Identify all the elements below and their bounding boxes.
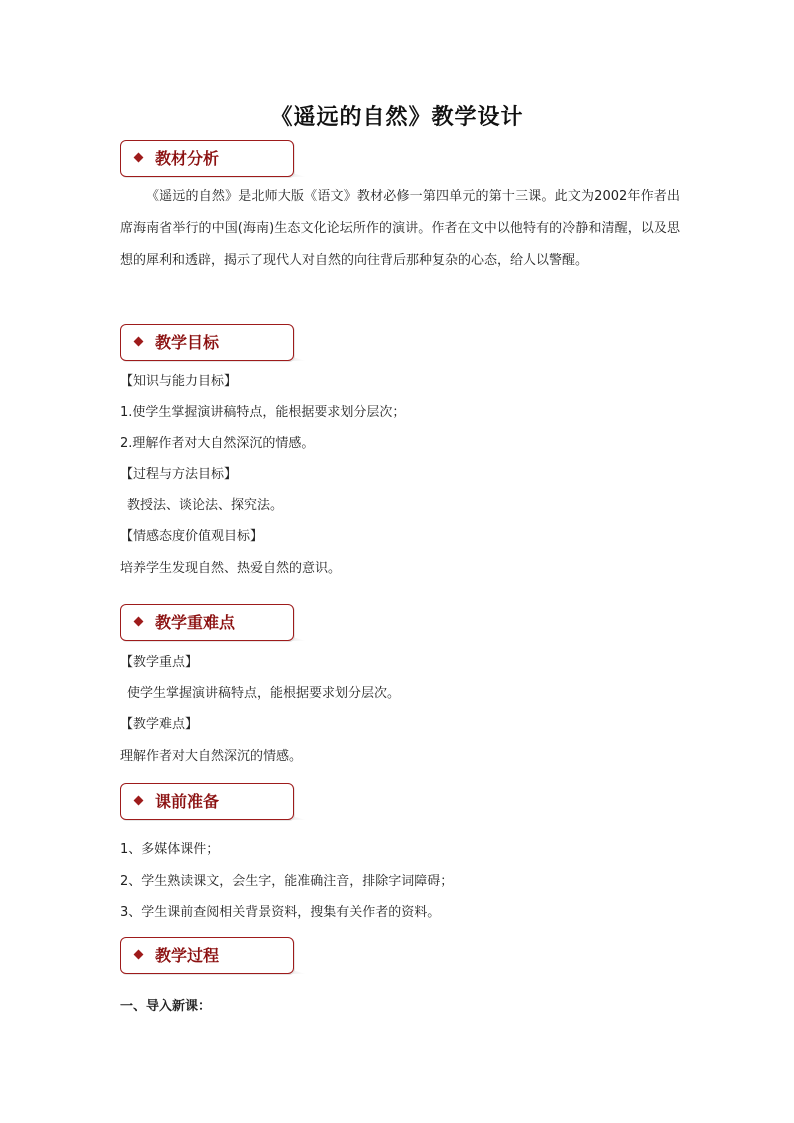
process-goal-1: 教授法、谈论法、探究法。 — [127, 498, 284, 513]
section-heading-analysis — [120, 140, 308, 182]
section-heading-prep — [120, 783, 308, 825]
page-title: 《遥远的自然》教学设计 — [270, 104, 524, 130]
process-step-1: 一、导入新课： — [120, 999, 212, 1014]
process-goals-title: 【过程与方法目标】 — [120, 467, 238, 482]
knowledge-goal-2: 2.理解作者对大自然深沉的情感。 — [120, 436, 315, 451]
emotion-goals-title: 【情感态度价值观目标】 — [120, 529, 264, 544]
section-heading-label: 课前准备 — [155, 792, 220, 811]
key-points-title: 【教学重点】 — [120, 655, 199, 670]
section-heading-goals — [120, 324, 308, 366]
knowledge-goals-title: 【知识与能力目标】 — [120, 374, 238, 389]
section-heading-keypoints — [120, 604, 308, 646]
section-heading-label: 教学目标 — [155, 333, 220, 352]
prep-item-3: 3、学生课前查阅相关背景资料，搜集有关作者的资料。 — [120, 905, 441, 920]
prep-item-1: 1、多媒体课件； — [120, 842, 220, 857]
section-heading-process — [120, 937, 308, 979]
section-heading-label: 教学过程 — [155, 946, 220, 965]
knowledge-goal-1: 1.使学生掌握演讲稿特点，能根据要求划分层次； — [120, 405, 406, 420]
difficult-point-1: 理解作者对大自然深沉的情感。 — [120, 749, 303, 764]
key-point-1: 使学生掌握演讲稿特点，能根据要求划分层次。 — [127, 686, 401, 701]
section-heading-label: 教学重难点 — [155, 613, 236, 632]
emotion-goal-1: 培养学生发现自然、热爱自然的意识。 — [120, 561, 342, 576]
section-heading-label: 教材分析 — [155, 149, 220, 168]
analysis-paragraph: 《遥远的自然》是北师大版《语文》教材必修一第四单元的第十三课。此文为2002年作者出席海南省举行的中国(海南)生态文化论坛所作的演讲。作者在文中以他特有的冷静和清醒，以及思想的犀利和透辟，揭示了现代人对自然的向往背后那种复杂的心态，给人以警醒。 — [120, 189, 680, 268]
difficult-points-title: 【教学难点】 — [120, 717, 199, 732]
prep-item-2: 2、学生熟读课文，会生字，能准确注音，排除字词障碍； — [120, 874, 454, 889]
